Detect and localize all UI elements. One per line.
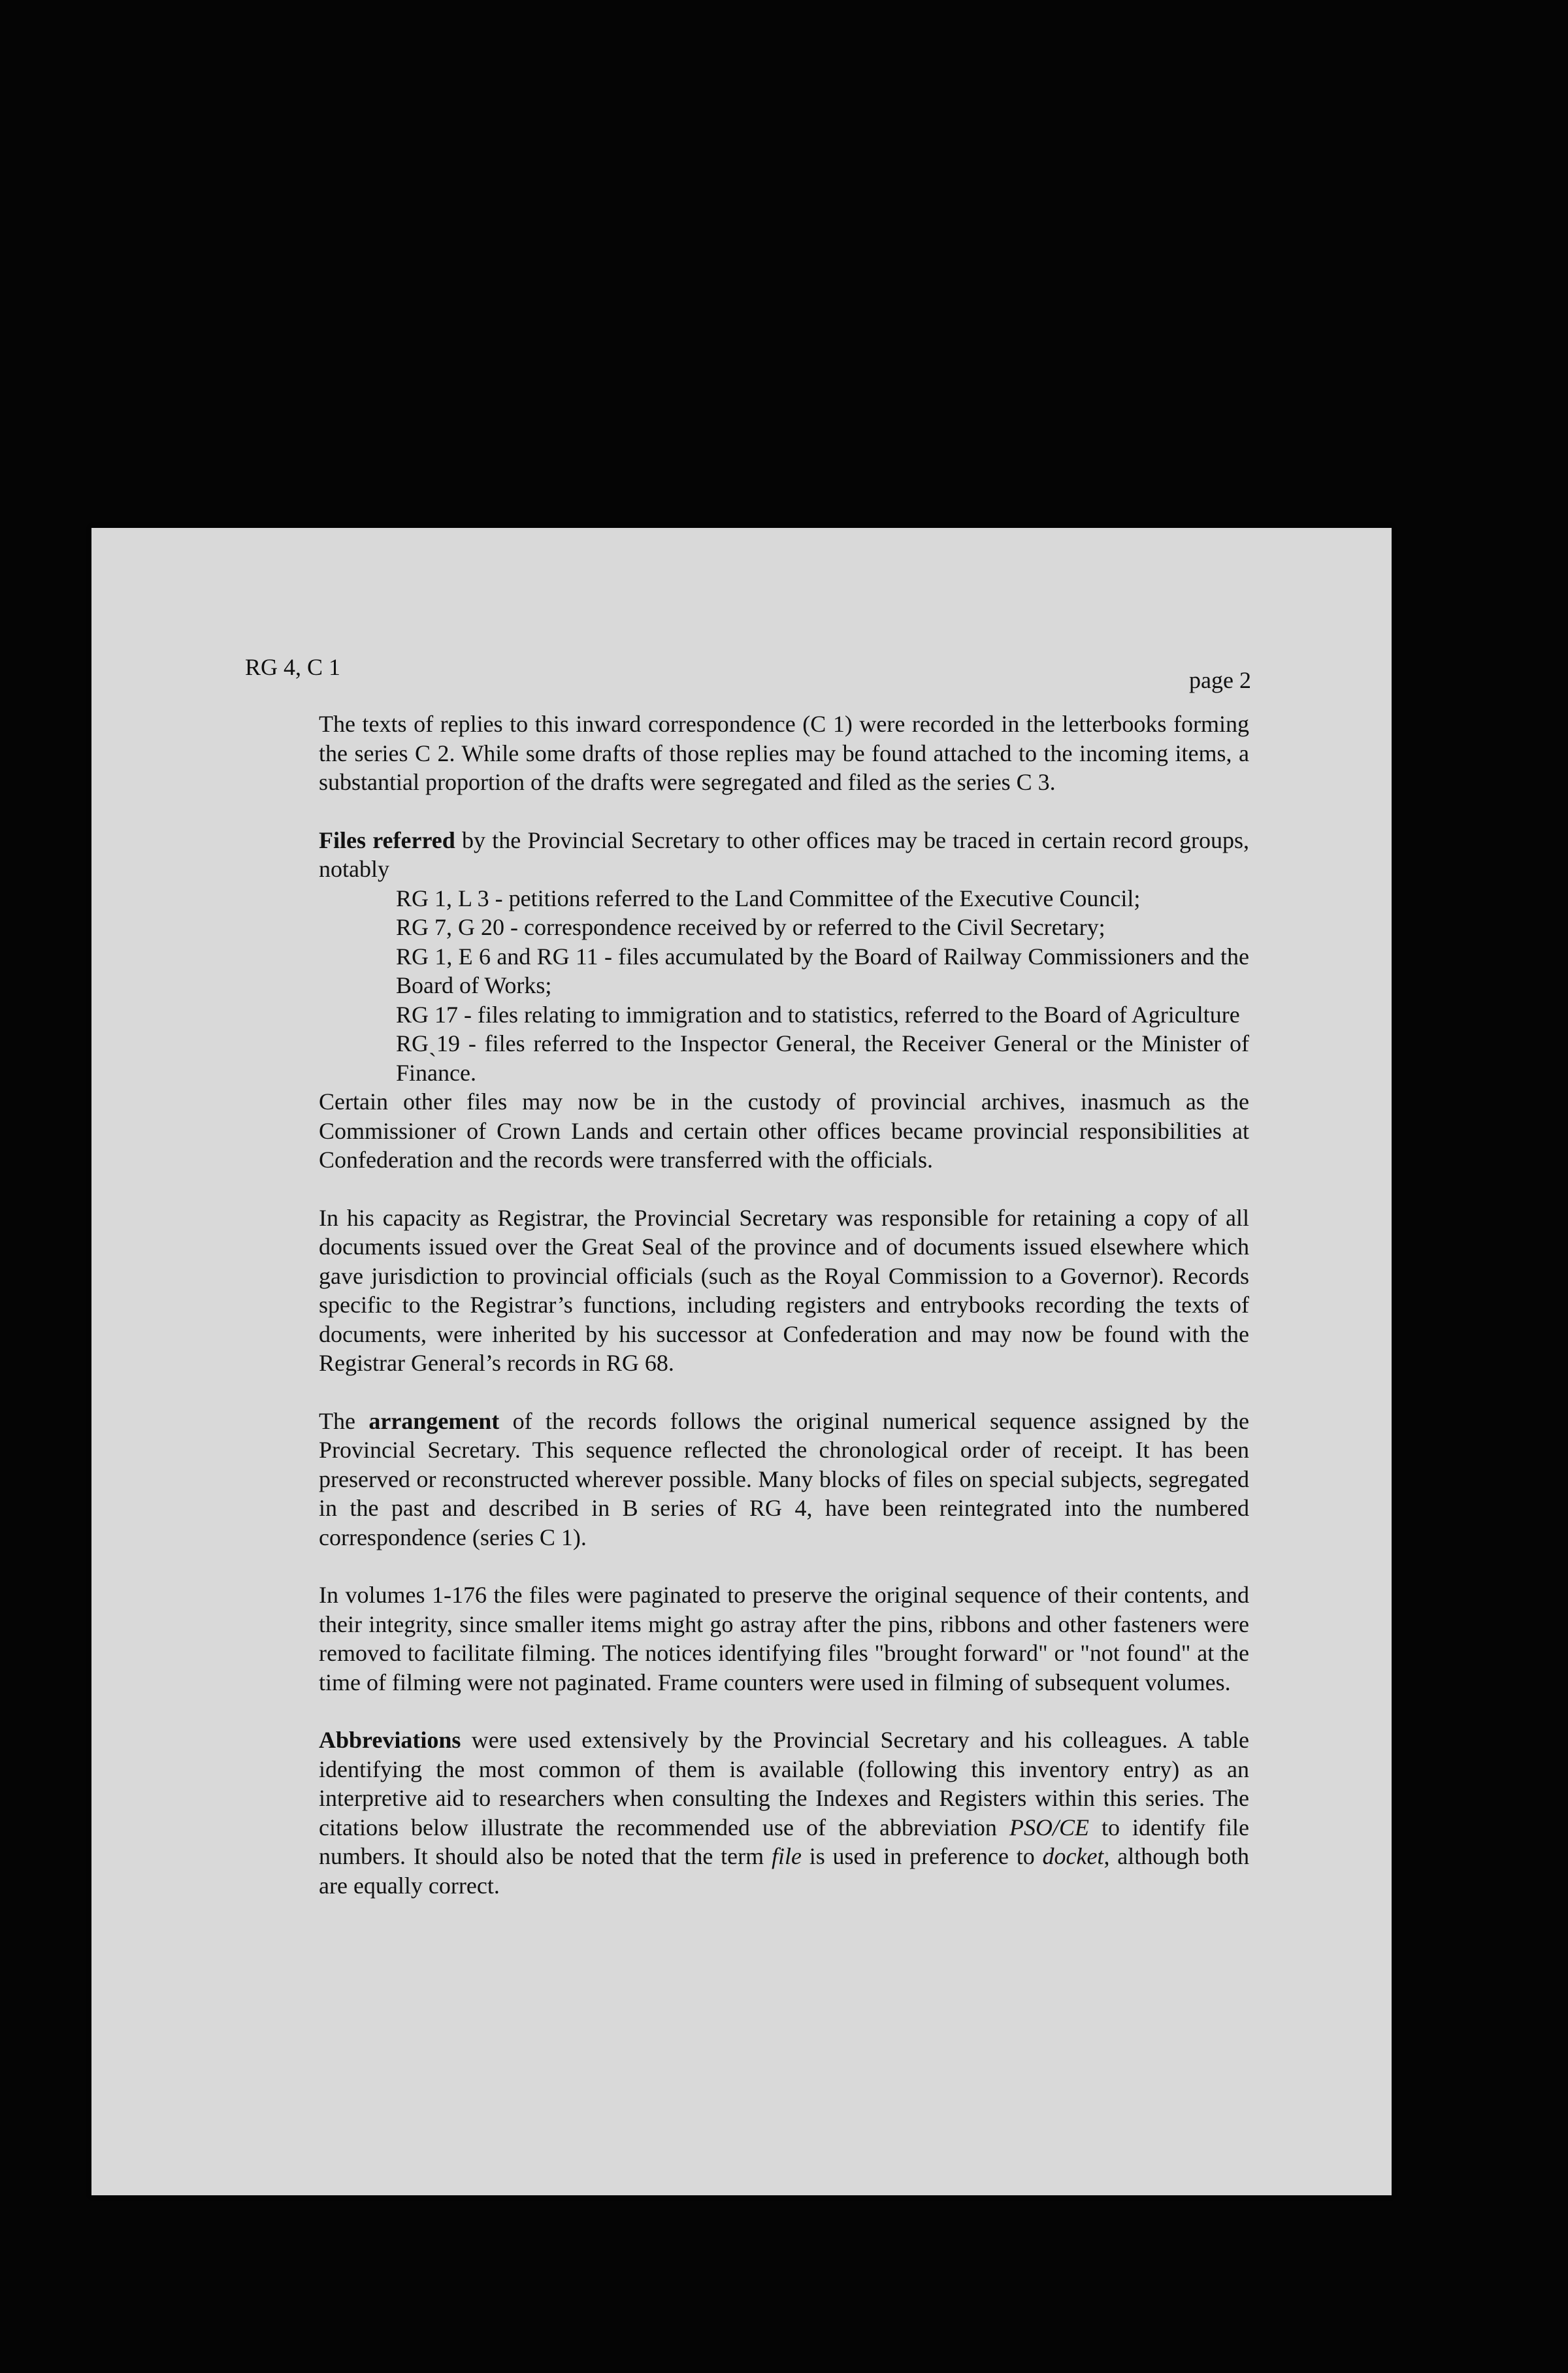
document-body (319, 710, 1249, 1929)
list-item: RGˎ19 - files referred to the Inspector General, the Receiver General or the Minister of Finance. (396, 1030, 1249, 1086)
paragraph-arrangement: The arrangement of the records follows the original numerical sequence assigned by the Provincial Secretary. This sequence reflected the chronological order of receipt. It has been preserved or reconstructed wherever possible. Many blocks of files on special subjects, segregated in the past and described in B series of RG 4, have been reintegrated into the numbered correspondence (series C 1). (319, 1407, 1249, 1550)
document-page (91, 528, 1392, 2195)
paragraph-registrar: In his capacity as Registrar, the Provincial Secretary was responsible for retaining a copy of all documents issued over the Great Seal of the province and of documents issued elsewhere which gave jurisdiction to provincial officials (such as the Royal Commission to a Governor). Records specific to the Registrar’s functions, including registers and entrybooks recording the texts of documents, were inherited by his successor at Confederation and may now be found with the Registrar General’s records in RG 68. (319, 1204, 1249, 1376)
list-item: RG 7, G 20 - correspondence received by or referred to the Civil Secretary; (396, 914, 1105, 940)
record-group-list (319, 884, 1249, 1088)
paragraph-files-referred: Files referred by the Provincial Secretary to other offices may be traced in certain record groups, notably (319, 826, 1250, 882)
list-item: RG 1, L 3 - petitions referred to the Land Committee of the Executive Council; (396, 885, 1141, 911)
record-group-reference: RG 4, C 1 (245, 654, 341, 680)
list-item: RG 1, E 6 and RG 11 - files accumulated by the Board of Railway Commissioners and the Board of Works; (396, 943, 1249, 998)
paragraph-abbreviations: Abbreviations were used extensively by the Provincial Secretary and his colleagues. A table identifying the most common of them is available (following this inventory entry) as an interpretive aid to researchers when consulting the Indexes and Registers within this series. The citations below illustrate the recommended use of the abbreviation PSO/CE to identify file numbers. It should also be noted that the term file is used in preference to docket, although both are equally correct. (319, 1727, 1249, 1899)
paragraph-provincial-archives: Certain other files may now be in the custody of provincial archives, inasmuch as the Commissioner of Crown Lands and certain other offices became provincial responsibilities at Confederation and the records were transferred with the officials. (319, 1088, 1249, 1173)
paragraph-pagination: In volumes 1-176 the files were paginated to preserve the original sequence of their contents, and their integrity, since smaller items might go astray after the pins, ribbons and other fasteners were removed to facilitate filming. The notices identifying files "brought forward" or "not found" at the time of filming were not paginated. Frame counters were used in filming of subsequent volumes. (319, 1582, 1249, 1695)
page-number: page 2 (1189, 667, 1251, 693)
list-item: RG 17 - files relating to immigration and to statistics, referred to the Board of Agriculture (396, 1001, 1240, 1028)
bold-term-arrangement: arrangement (368, 1407, 500, 1434)
paragraph-replies: The texts of replies to this inward correspondence (C 1) were recorded in the letterbooks forming the series C 2. While some drafts of those replies may be found attached to the incoming items, a substantial proportion of the drafts were segregated and filed as the series C 3. (319, 711, 1249, 795)
bold-term-files-referred: Files referred (319, 826, 455, 853)
bold-term-abbreviations: Abbreviations (319, 1727, 461, 1753)
